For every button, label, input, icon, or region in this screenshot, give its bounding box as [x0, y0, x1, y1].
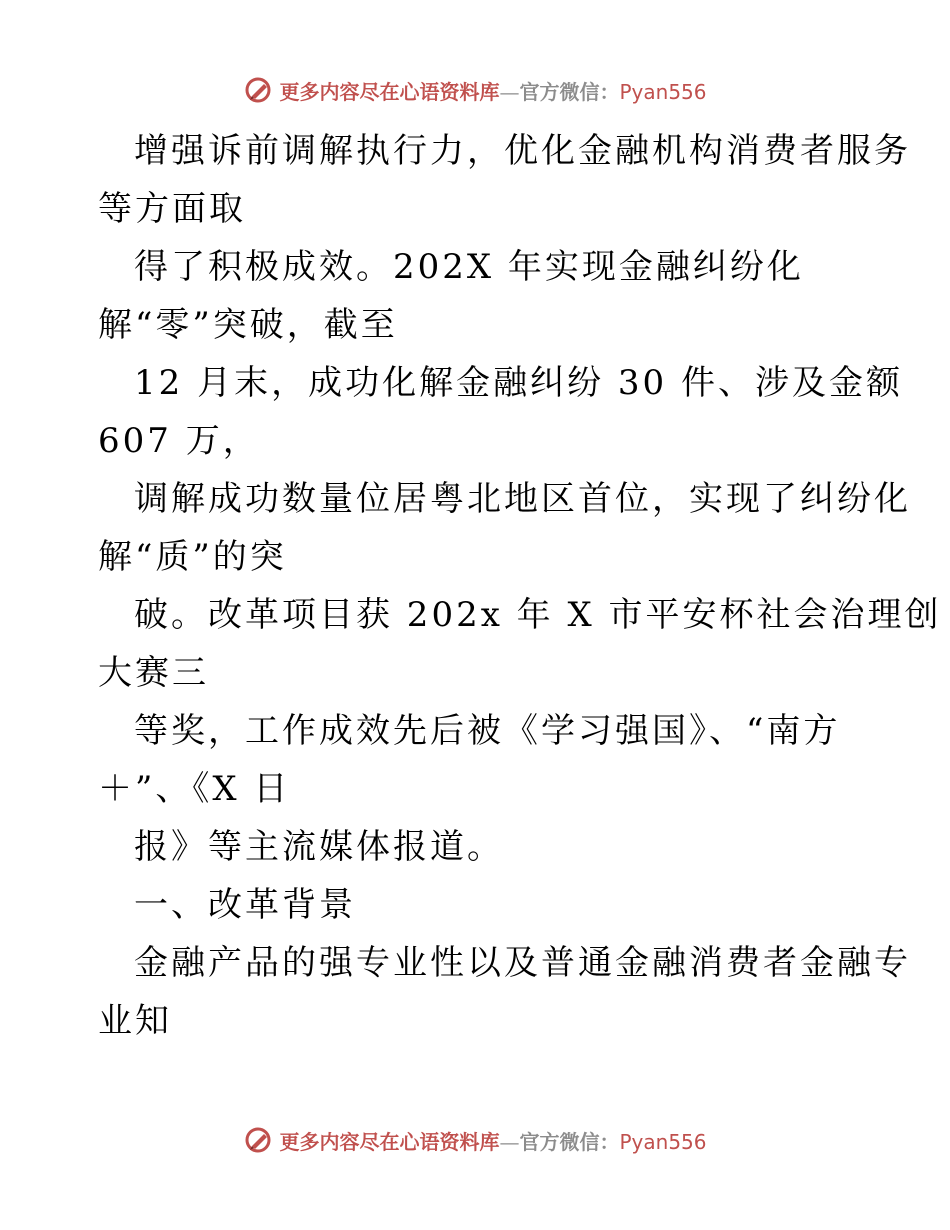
banner-text	[279, 76, 706, 105]
document-body	[98, 122, 942, 1050]
pen-circle-logo-icon	[243, 75, 273, 105]
text-line: ＋”、《X 日	[98, 769, 291, 809]
banner-wechat-id: Pyan556	[619, 1129, 707, 1154]
text-line: 大赛三	[98, 653, 209, 693]
text-line: 等方面取	[98, 189, 246, 229]
text-line: 调解成功数量位居粤北地区首位，实现了纠纷化	[134, 479, 911, 519]
banner-dash: —	[499, 79, 520, 104]
header-banner	[0, 70, 950, 110]
banner-dash: —	[499, 1129, 520, 1154]
text-line: 得了积极成效。202X 年实现金融纠纷化	[134, 247, 804, 287]
text-line: 业知	[98, 1001, 172, 1041]
pen-circle-logo-icon	[243, 1125, 273, 1155]
text-line: 报》等主流媒体报道。	[134, 827, 504, 867]
text-line: 解“质”的突	[98, 537, 287, 577]
banner-wechat-id: Pyan556	[619, 79, 707, 104]
text-line: 金融产品的强专业性以及普通金融消费者金融专	[134, 943, 911, 983]
text-line: 607 万，	[98, 421, 260, 461]
text-line: 破。改革项目获 202x 年 X 市平安杯社会治理创	[134, 595, 942, 635]
text-line: 等奖，工作成效先后被《学习强国》、“南方	[134, 711, 841, 751]
banner-contact-label: 官方微信：	[519, 79, 620, 104]
text-line: 解“零”突破，截至	[98, 305, 398, 345]
banner-brand: 更多内容尽在心语资料库	[279, 1129, 500, 1154]
banner-contact-label: 官方微信：	[519, 1129, 620, 1154]
banner-brand: 更多内容尽在心语资料库	[279, 79, 500, 104]
banner-text	[279, 1126, 706, 1155]
text-line: 增强诉前调解执行力，优化金融机构消费者服务	[134, 131, 911, 171]
footer-banner	[0, 1120, 950, 1160]
text-line: 12 月末，成功化解金融纠纷 30 件、涉及金额	[134, 363, 903, 403]
section-heading: 一、改革背景	[134, 885, 356, 925]
